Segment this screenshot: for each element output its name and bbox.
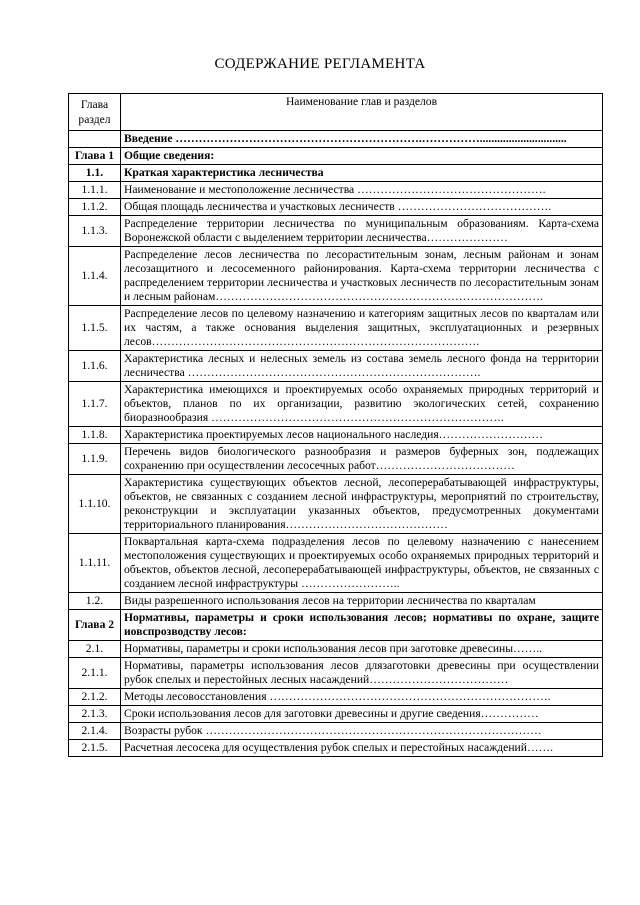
section-number: 2.1. (69, 641, 121, 658)
table-row (69, 706, 603, 723)
section-title: Введение ……………………………………………………….…………….............................. (121, 131, 603, 148)
table-row (69, 182, 603, 199)
section-title: Распределение лесов лесничества по лесорастительным зонам, лесным районам и зонам лесозащитного и лесосеменного районирования. Карта-схема территории лесничества с распределением территории лесничества и участковых лесничеств по лесорастительным зонам и лесным районам…………………………………………………………………………. (121, 247, 603, 306)
section-title: Общая площадь лесничества и участковых лесничеств …………………………………. (121, 199, 603, 216)
section-title: Нормативы, параметры и сроки использования лесов; нормативы по охране, защите иовспрозводству лесов: (121, 610, 603, 641)
section-title: Характеристика проектируемых лесов национального наследия……………………… (121, 427, 603, 444)
section-title: Виды разрешенного использования лесов на территории лесничества по кварталам (121, 593, 603, 610)
header-chapter-label: Глава (80, 98, 109, 111)
section-number: 1.1.3. (69, 216, 121, 247)
table-row (69, 165, 603, 182)
table-row (69, 593, 603, 610)
header-section-label: раздел (78, 113, 111, 126)
contents-table (68, 93, 603, 757)
table-row (69, 534, 603, 593)
table-row (69, 382, 603, 427)
section-number: 1.1.1. (69, 182, 121, 199)
section-title: Краткая характеристика лесничества (121, 165, 603, 182)
section-title: Характеристика лесных и нелесных земель из состава земель лесного фонда на территории лесничества …………………………………………………………………. (121, 351, 603, 382)
section-title: Наименование и местоположение лесничества …………………………………………. (121, 182, 603, 199)
section-number: 1.1.6. (69, 351, 121, 382)
section-number: 2.1.5. (69, 740, 121, 757)
table-row (69, 475, 603, 534)
page-title: СОДЕРЖАНИЕ РЕГЛАМЕНТА (214, 56, 426, 72)
section-title: Методы лесовосстановления ………………………………………………………………. (121, 689, 603, 706)
section-number: 2.1.2. (69, 689, 121, 706)
table-row (69, 444, 603, 475)
section-number: 1.1. (69, 165, 121, 182)
section-title: Возрасты рубок …………………………………………………………………………… (121, 723, 603, 740)
section-title: Сроки использования лесов для заготовки древесины и другие сведения…………… (121, 706, 603, 723)
header-chapter-cell (69, 94, 121, 131)
section-number: 1.1.9. (69, 444, 121, 475)
section-title: Общие сведения: (121, 148, 603, 165)
section-number: 1.1.10. (69, 475, 121, 534)
table-row (69, 689, 603, 706)
section-title: Нормативы, параметры использования лесов длязаготовки древесины при осуществлении рубок спелых и перестойных лесных насаждений……………………………… (121, 658, 603, 689)
section-title: Нормативы, параметры и сроки использования лесов при заготовке древесины…….. (121, 641, 603, 658)
table-row (69, 658, 603, 689)
section-number: 2.1.4. (69, 723, 121, 740)
section-title: Поквартальная карта-схема подразделения лесов по целевому назначению с нанесением местоположения существующих и проектируемых особо охраняемых природных территорий и объектов, объектов лесной, лесоперерабатывающей инфраструктуры, объектов, не связанных с созданием лесной инфраструктуры …………………….. (121, 534, 603, 593)
section-number: 1.1.4. (69, 247, 121, 306)
section-number: 1.2. (69, 593, 121, 610)
section-number: Глава 2 (69, 610, 121, 641)
section-title: Характеристика имеющихся и проектируемых особо охраняемых природных территорий и объектов, планов по их организации, развитию экологических сетей, сохранению биоразнообразия …………………………………………………………………. (121, 382, 603, 427)
section-title: Перечень видов биологического разнообразия и размеров буферных зон, подлежащих сохранению при осуществлении лесосечных работ……………………………… (121, 444, 603, 475)
table-row (69, 306, 603, 351)
section-title: Характеристика существующих объектов лесной, лесоперерабатывающей инфраструктуры, объектов, не связанных с созданием лесной инфраструктуры, мероприятий по строительству, реконструкции и эксплуатации указанных объектов, предусмотренных документами территориального планирования…………………………………… (121, 475, 603, 534)
section-title: Расчетная лесосека для осуществления рубок спелых и перестойных насаждений……. (121, 740, 603, 757)
section-number (69, 131, 121, 148)
table-row (69, 740, 603, 757)
section-number: 1.1.7. (69, 382, 121, 427)
table-row (69, 131, 603, 148)
section-title: Распределение лесов по целевому назначению и категориям защитных лесов по кварталам или их частям, а также основания выделения защитных, эксплуатационных и резервных лесов…………………………………………………………………………. (121, 306, 603, 351)
header-title-cell: Наименование глав и разделов (121, 94, 603, 131)
section-number: 1.1.11. (69, 534, 121, 593)
table-row (69, 427, 603, 444)
table-row (69, 199, 603, 216)
section-number: 2.1.1. (69, 658, 121, 689)
table-row (69, 247, 603, 306)
section-number: Глава 1 (69, 148, 121, 165)
section-title: Распределение территории лесничества по муниципальным образованиям. Карта-схема Воронежской области с выделением территории лесничества………………… (121, 216, 603, 247)
section-number: 1.1.8. (69, 427, 121, 444)
table-row (69, 216, 603, 247)
table-row (69, 641, 603, 658)
section-number: 1.1.5. (69, 306, 121, 351)
section-number: 1.1.2. (69, 199, 121, 216)
table-row (69, 148, 603, 165)
table-header-row (69, 94, 603, 131)
section-number: 2.1.3. (69, 706, 121, 723)
table-row (69, 351, 603, 382)
table-row (69, 610, 603, 641)
table-row (69, 723, 603, 740)
